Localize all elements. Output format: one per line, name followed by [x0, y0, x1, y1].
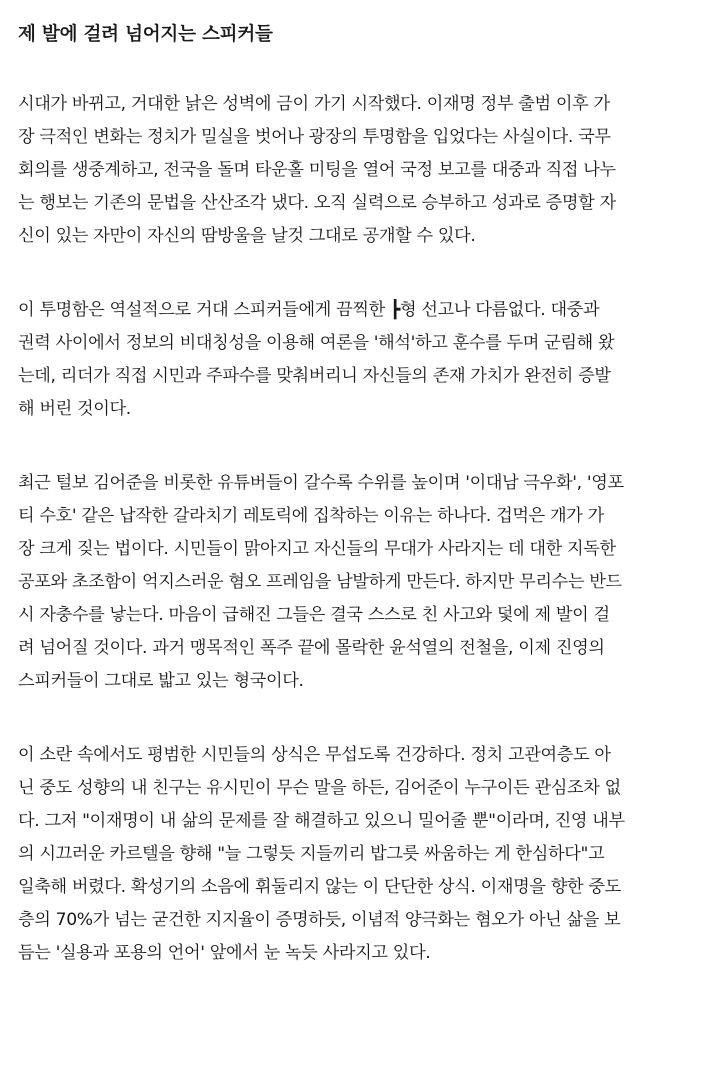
paragraph-line: 티 수호' 같은 납작한 갈라치기 레토릭에 집착하는 이유는 하나다. 겁먹은 개가 가 — [18, 506, 604, 526]
paragraph-line: 이 투명함은 역설적으로 거대 스피커들에게 끔찍한 ┣형 선고나 다름없다. 대중과 — [18, 300, 600, 320]
paragraph-line: 해 버린 것이다. — [18, 399, 131, 419]
paragraph-4 — [18, 739, 696, 970]
paragraph-line: 시 자충수를 낳는다. 마음이 급해진 그들은 결국 스스로 친 사고와 덫에 제 발이 걸 — [18, 605, 610, 625]
paragraph-line: 권력 사이에서 정보의 비대칭성을 이용해 여론을 '해석'하고 훈수를 두며 군림해 왔 — [18, 333, 615, 353]
paragraph-line: 최근 털보 김어준을 비롯한 유튜버들이 갈수록 수위를 높이며 '이대남 극우화', '영포 — [18, 473, 624, 493]
paragraph-line: 장 크게 짖는 법이다. 시민들이 맑아지고 자신들의 무대가 사라지는 데 대한 지독한 — [18, 539, 616, 559]
paragraph-line: 신이 있는 자만이 자신의 땀방울을 날것 그대로 공개할 수 있다. — [18, 226, 476, 246]
paragraph-line: 시대가 바뀌고, 거대한 낡은 성벽에 금이 가기 시작했다. 이재명 정부 출범 이후 가 — [18, 94, 610, 114]
paragraph-1 — [18, 88, 696, 253]
paragraph-line: 장 극적인 변화는 정치가 밀실을 벗어나 광장의 투명함을 입었다는 사실이다. 국무 — [18, 127, 611, 147]
paragraph-line: 공포와 초조함이 억지스러운 혐오 프레임을 남발하게 만든다. 하지만 무리수는 반드 — [18, 572, 622, 592]
paragraph-3 — [18, 467, 696, 698]
paragraph-line: 스피커들이 그대로 밟고 있는 형국이다. — [18, 671, 304, 691]
paragraph-line: 층의 70%가 넘는 굳건한 지지율이 증명하듯, 이념적 양극화는 혐오가 아닌 삶을 보 — [18, 910, 621, 930]
paragraph-line: 는 행보는 기존의 문법을 산산조각 냈다. 오직 실력으로 승부하고 성과로 증명할 자 — [18, 193, 616, 213]
paragraph-line: 다. 그저 "이재명이 내 삶의 문제를 잘 해결하고 있으니 밀어줄 뿐"이라며, 진영 내부 — [18, 811, 625, 831]
paragraph-line: 의 시끄러운 카르텔을 향해 "늘 그렇듯 지들끼리 밥그릇 싸움하는 게 한심하다"고 — [18, 844, 605, 864]
paragraph-line: 닌 중도 성향의 내 친구는 유시민이 무슨 말을 하든, 김어준이 누구이든 관심조차 없 — [18, 778, 621, 798]
paragraph-line: 려 넘어질 것이다. 과거 맹목적인 폭주 끝에 몰락한 윤석열의 전철을, 이제 진영의 — [18, 638, 605, 658]
article-title: 제 발에 걸려 넘어지는 스피커들 — [18, 24, 273, 45]
paragraph-line: 는데, 리더가 직접 시민과 주파수를 맞춰버리니 자신들의 존재 가치가 완전히 증발 — [18, 366, 611, 386]
paragraph-line: 회의를 생중계하고, 전국을 돌며 타운홀 미팅을 열어 국정 보고를 대중과 직접 나누 — [18, 160, 616, 180]
paragraph-2 — [18, 294, 696, 426]
paragraph-line: 일축해 버렸다. 확성기의 소음에 휘둘리지 않는 이 단단한 상식. 이재명을 향한 중도 — [18, 877, 621, 897]
paragraph-line: 이 소란 속에서도 평범한 시민들의 상식은 무섭도록 건강하다. 정치 고관여층도 아 — [18, 745, 611, 765]
paragraph-line: 듬는 '실용과 포용의 언어' 앞에서 눈 녹듯 사라지고 있다. — [18, 943, 431, 963]
